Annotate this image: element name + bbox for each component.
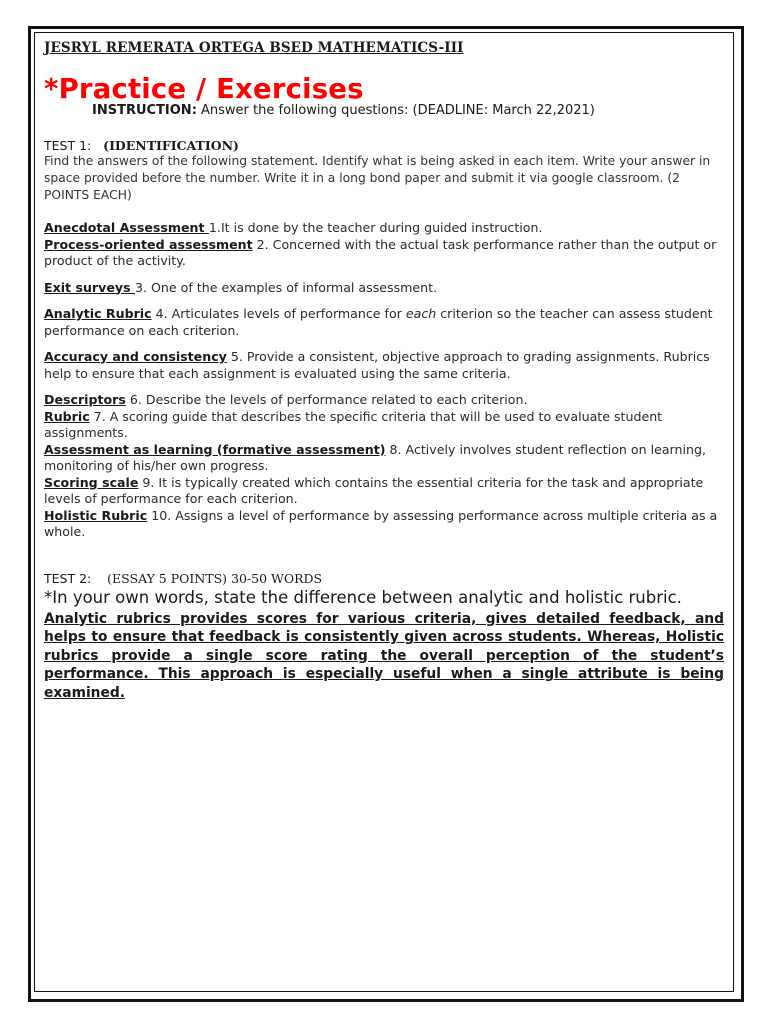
- item-question: 7. A scoring guide that describes the specific criteria that will be used to evaluate student assignments.: [44, 408, 663, 440]
- test2-label: TEST 2:: [44, 570, 92, 586]
- item-question: 5. Provide a consistent, objective approach to grading assignments. Rubrics help to ensure that each assignment is evaluated using the same criteria.: [44, 349, 710, 381]
- page-title: *Practice / Exercises: [44, 73, 364, 105]
- list-item: [44, 306, 724, 339]
- instruction-line: [92, 103, 724, 118]
- document-page: [44, 40, 724, 702]
- item-answer: Accuracy and consistency: [44, 349, 227, 364]
- item-question-post: criterion so the teacher can assess student performance on each criterion.: [44, 306, 713, 338]
- item-question-pre: 4. Articulates levels of performance for: [151, 306, 406, 321]
- item-question: 6. Describe the levels of performance related to each criterion.: [125, 392, 528, 407]
- item-question: 9. It is typically created which contains the essential criteria for the task and appropriate levels of performance for each criterion.: [44, 474, 704, 506]
- item-answer: Descriptors: [44, 392, 126, 407]
- list-item: [44, 220, 724, 237]
- test2-type: (ESSAY 5 POINTS) 30-50 WORDS: [107, 570, 323, 586]
- item-answer: Process-oriented assessment: [44, 236, 253, 252]
- test1-type: (IDENTIFICATION): [103, 138, 239, 153]
- list-item: [44, 442, 724, 475]
- essay-question: *In your own words, state the difference between analytic and holistic rubric.: [44, 587, 682, 607]
- list-item: [44, 280, 724, 297]
- item-question-emphasis: each: [405, 306, 437, 321]
- list-item: [44, 409, 724, 442]
- item-answer: Scoring scale: [44, 474, 139, 490]
- instruction-text: Answer the following questions: (DEADLINE: March 22,2021): [196, 103, 595, 118]
- item-answer: Rubric: [44, 408, 90, 424]
- list-item: [44, 392, 724, 409]
- list-item: [44, 349, 724, 382]
- list-item: [44, 508, 724, 541]
- item-answer: Exit surveys: [44, 279, 135, 295]
- instruction-label: INSTRUCTION:: [92, 103, 197, 118]
- list-item: [44, 475, 724, 508]
- item-question: 2. Concerned with the actual task performance rather than the output or product of the activity.: [44, 236, 717, 268]
- test1-description: Find the answers of the following statement. Identify what is being asked in each item. Write your answer in space provided before the number. Write it in a long bond paper and submit it via google classroom. (2 POINTS EACH): [44, 154, 711, 202]
- test1-heading: [44, 138, 724, 153]
- essay-answer: Analytic rubrics provides scores for various criteria, gives detailed feedback, and helps to ensure that feedback is consistently given across students. Whereas, Holistic rubrics provide a single score rating the overall perception of the student’s performance. This approach is especially useful when a single attribute is being examined.: [44, 610, 724, 701]
- list-item: [44, 237, 724, 270]
- item-answer: Analytic Rubric: [44, 306, 152, 321]
- item-question: 8. Actively involves student reflection on learning, monitoring of his/her own progress.: [44, 441, 706, 473]
- item-answer: Holistic Rubric: [44, 507, 148, 523]
- item-answer: Assessment as learning (formative assessment): [44, 441, 386, 457]
- item-answer: Anecdotal Assessment: [44, 220, 209, 235]
- item-question: 10. Assigns a level of performance by assessing performance across multiple criteria as a whole.: [44, 507, 718, 539]
- item-question: 3. One of the examples of informal assessment.: [134, 279, 438, 295]
- test2-heading: [44, 571, 724, 586]
- student-header: JESRYL REMERATA ORTEGA BSED MATHEMATICS-III: [44, 40, 464, 56]
- test1-label: TEST 1:: [44, 138, 92, 153]
- item-question: 1.It is done by the teacher during guided instruction.: [208, 220, 543, 235]
